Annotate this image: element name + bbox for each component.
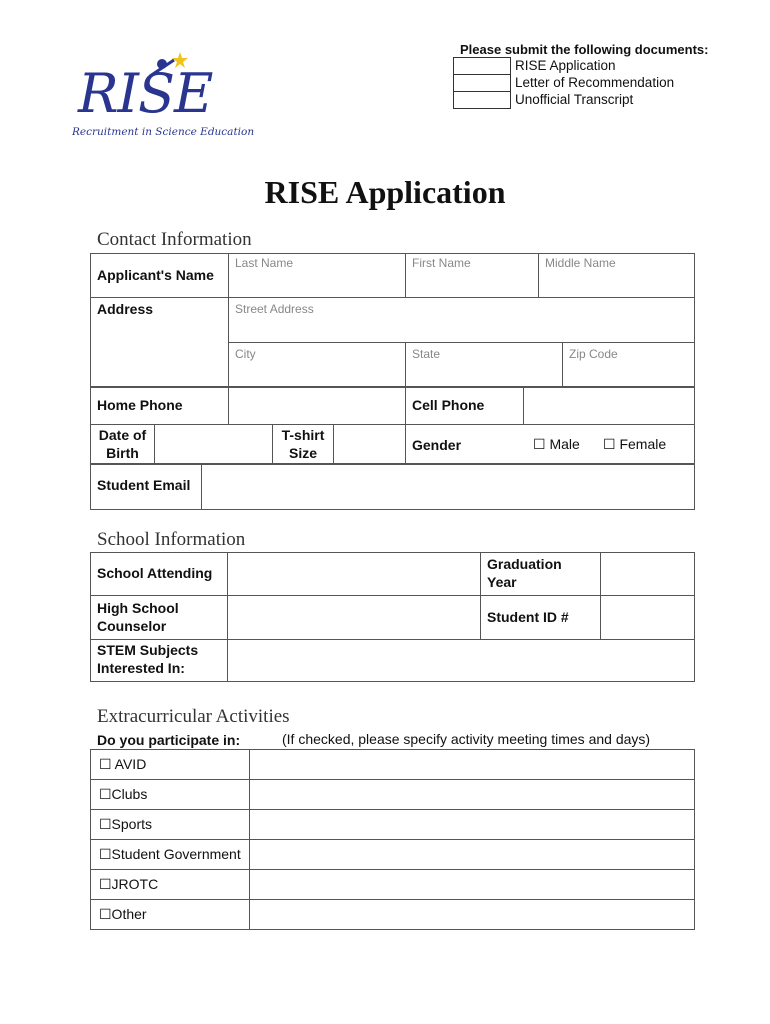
contact-table xyxy=(90,253,695,388)
logo-word: RISE xyxy=(78,62,213,125)
activity-details-field[interactable] xyxy=(250,780,695,810)
address-label: Address xyxy=(97,301,154,317)
stem-label-cell xyxy=(91,640,228,682)
activity-details-field[interactable] xyxy=(250,810,695,840)
last-name-hint: Last Name xyxy=(235,256,294,270)
tshirt-label: T-shirt Size xyxy=(281,427,325,461)
activity-label: ☐Clubs xyxy=(99,786,148,802)
document-item: Letter of Recommendation xyxy=(515,75,675,90)
documents-checklist xyxy=(453,57,679,109)
student-email-label: Student Email xyxy=(97,477,191,493)
document-checkbox[interactable] xyxy=(454,75,511,92)
graduation-year-field[interactable] xyxy=(601,553,695,596)
activity-label: ☐ AVID xyxy=(99,756,147,772)
activity-label: ☐Sports xyxy=(99,816,153,832)
state-zip-cell xyxy=(406,343,695,388)
document-checkbox[interactable] xyxy=(454,92,511,109)
middle-name-hint: Middle Name xyxy=(545,256,616,270)
street-address-field[interactable] xyxy=(229,298,695,343)
male-checkbox[interactable]: ☐ Male xyxy=(533,436,580,452)
home-phone-label: Home Phone xyxy=(97,397,183,413)
document-item: RISE Application xyxy=(515,58,616,73)
tshirt-label-cell xyxy=(273,425,334,465)
school-attending-label-cell xyxy=(91,553,228,596)
activity-label: ☐JROTC xyxy=(99,876,159,892)
state-hint: State xyxy=(412,347,441,361)
first-name-field[interactable] xyxy=(406,254,539,298)
activities-question: Do you participate in: xyxy=(97,732,241,748)
first-name-hint: First Name xyxy=(412,256,471,270)
counselor-field[interactable] xyxy=(228,596,481,640)
city-field[interactable] xyxy=(229,343,406,388)
activity-checkbox[interactable] xyxy=(91,780,250,810)
email-label-cell xyxy=(91,464,202,510)
tshirt-field[interactable] xyxy=(334,425,406,465)
document-checkbox[interactable] xyxy=(454,58,511,75)
dob-field[interactable] xyxy=(155,425,273,465)
dob-gender-table xyxy=(90,424,695,465)
phone-table xyxy=(90,386,695,425)
stem-subjects-label: STEM Subjects Interested In: xyxy=(97,642,199,676)
school-section-heading: School Information xyxy=(97,529,246,550)
address-label-cell xyxy=(91,298,229,388)
student-id-label-cell xyxy=(481,596,601,640)
dob-label-cell xyxy=(91,425,155,465)
female-checkbox[interactable]: ☐ Female xyxy=(603,436,667,452)
activity-checkbox[interactable] xyxy=(91,840,250,870)
last-name-field[interactable] xyxy=(229,254,406,298)
activities-section-heading: Extracurricular Activities xyxy=(97,706,290,727)
cell-phone-label-cell xyxy=(406,387,524,425)
activities-table xyxy=(90,749,695,930)
activity-details-field[interactable] xyxy=(250,840,695,870)
logo-tagline: Recruitment in Science Education xyxy=(72,126,255,138)
gender-label: Gender xyxy=(412,436,462,453)
street-hint: Street Address xyxy=(235,302,314,316)
activity-checkbox[interactable] xyxy=(91,810,250,840)
school-attending-label: School Attending xyxy=(97,565,213,581)
documents-heading: Please submit the following documents: xyxy=(460,42,709,57)
dob-label: Date of Birth xyxy=(98,427,147,461)
counselor-label: High School Counselor xyxy=(97,600,179,634)
rise-logo xyxy=(70,50,255,145)
zip-hint: Zip Code xyxy=(569,347,618,361)
page-title: RISE Application xyxy=(264,174,506,210)
school-attending-field[interactable] xyxy=(228,553,481,596)
activity-details-field[interactable] xyxy=(250,750,695,780)
cell-phone-label: Cell Phone xyxy=(412,397,485,413)
email-table xyxy=(90,463,695,510)
state-field[interactable] xyxy=(406,343,563,387)
activities-instruction: (If checked, please specify activity meeting times and days) xyxy=(282,731,651,747)
stem-subjects-field[interactable] xyxy=(228,640,695,682)
activity-details-field[interactable] xyxy=(250,900,695,930)
applicant-name-label: Applicant's Name xyxy=(97,267,214,283)
city-hint: City xyxy=(235,347,256,361)
contact-section-heading: Contact Information xyxy=(97,229,252,250)
gender-cell xyxy=(406,425,695,465)
grad-year-label-cell xyxy=(481,553,601,596)
student-email-field[interactable] xyxy=(202,464,695,510)
activity-label: ☐Student Government xyxy=(99,846,241,862)
counselor-label-cell xyxy=(91,596,228,640)
zip-field[interactable] xyxy=(563,343,694,387)
home-phone-label-cell xyxy=(91,387,229,425)
activity-checkbox[interactable] xyxy=(91,870,250,900)
cell-phone-field[interactable] xyxy=(524,387,695,425)
graduation-year-label: Graduation Year xyxy=(487,556,562,590)
school-table xyxy=(90,552,695,682)
activity-details-field[interactable] xyxy=(250,870,695,900)
activity-checkbox[interactable] xyxy=(91,900,250,930)
document-item: Unofficial Transcript xyxy=(515,92,634,107)
home-phone-field[interactable] xyxy=(229,387,406,425)
activity-checkbox[interactable] xyxy=(91,750,250,780)
middle-name-field[interactable] xyxy=(539,254,695,298)
activity-label: ☐Other xyxy=(99,906,147,922)
name-label-cell xyxy=(91,254,229,298)
student-id-field[interactable] xyxy=(601,596,695,640)
student-id-label: Student ID # xyxy=(487,609,569,625)
